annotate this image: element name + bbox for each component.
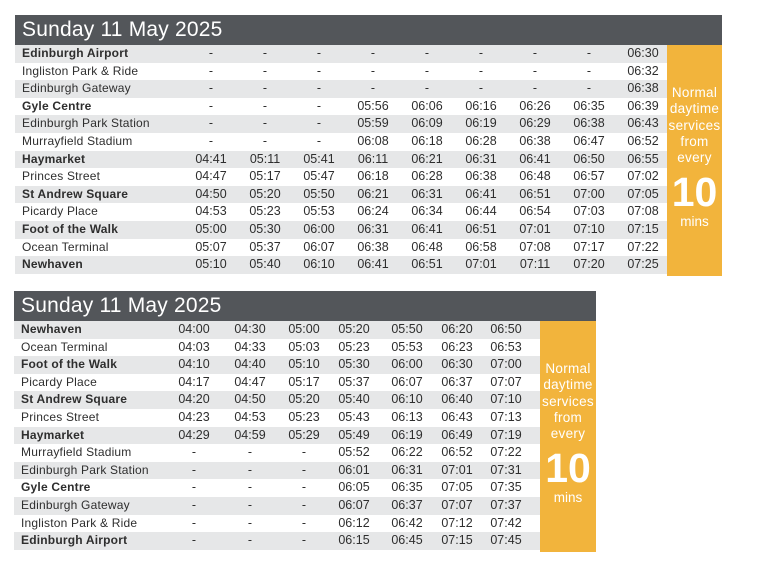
- departure-time: -: [208, 98, 214, 113]
- departure-time: 05:49: [338, 427, 370, 442]
- departure-time: 07:35: [490, 480, 522, 495]
- departure-time: 05:37: [249, 239, 281, 254]
- departure-time: 06:11: [357, 151, 389, 166]
- timetable-title: Sunday 11 May 2025: [15, 15, 722, 45]
- departure-time: -: [247, 497, 253, 512]
- frequency-text-line: from: [680, 133, 709, 149]
- departure-time: -: [316, 81, 322, 96]
- departure-time: -: [316, 98, 322, 113]
- departure-time: 07:03: [573, 204, 605, 219]
- departure-time: 04:00: [178, 322, 210, 336]
- table-row: [14, 444, 540, 462]
- departure-time: -: [247, 445, 253, 460]
- table-row: [14, 515, 540, 533]
- stop-name: Edinburgh Park Station: [22, 116, 150, 131]
- departure-time: 05:07: [195, 239, 227, 254]
- frequency-number: 10: [671, 169, 718, 216]
- departure-time: 06:15: [338, 533, 370, 548]
- departure-time: 07:22: [490, 445, 522, 460]
- departure-time: 06:52: [441, 445, 473, 460]
- departure-time: 06:44: [465, 204, 497, 219]
- departure-time: 06:00: [303, 221, 335, 236]
- departure-time: 07:42: [490, 515, 522, 530]
- departure-time: 07:10: [490, 392, 522, 407]
- departure-time: 04:29: [178, 427, 210, 442]
- departure-time: 07:20: [573, 257, 605, 272]
- stop-name: Ocean Terminal: [21, 339, 108, 354]
- departure-time: 07:05: [627, 186, 659, 201]
- table-row: [14, 479, 540, 497]
- stop-name: Picardy Place: [22, 204, 98, 219]
- departure-time: -: [370, 46, 376, 60]
- departure-time: 06:30: [441, 357, 473, 372]
- departure-time: -: [316, 116, 322, 131]
- departure-time: 05:23: [249, 204, 281, 219]
- table-row: [15, 63, 667, 81]
- departure-time: 06:06: [411, 98, 443, 113]
- departure-time: 06:31: [465, 151, 497, 166]
- stop-name: Haymarket: [22, 151, 86, 166]
- table-row: [15, 133, 667, 151]
- departure-time: 06:09: [411, 116, 443, 131]
- table-row: [15, 45, 667, 63]
- departure-time: -: [301, 515, 307, 530]
- departure-time: 04:40: [234, 357, 266, 372]
- departure-time: 06:58: [465, 239, 497, 254]
- departure-time: 04:20: [178, 392, 210, 407]
- table-row: [14, 532, 540, 550]
- departure-time: 05:41: [303, 151, 335, 166]
- departure-time: 06:49: [441, 427, 473, 442]
- departure-time: 05:17: [288, 374, 320, 389]
- departure-time: 06:19: [391, 427, 423, 442]
- timetable-rows: [14, 321, 596, 550]
- departure-time: -: [262, 133, 268, 148]
- departure-time: 06:41: [411, 221, 443, 236]
- departure-time: 04:30: [234, 322, 266, 336]
- departure-time: -: [191, 497, 197, 512]
- departure-time: -: [247, 533, 253, 548]
- stop-name: Ingliston Park & Ride: [22, 63, 139, 78]
- departure-time: 05:29: [288, 427, 320, 442]
- stop-name: St Andrew Square: [21, 392, 128, 407]
- departure-time: 06:47: [573, 133, 605, 148]
- departure-time: 05:53: [391, 339, 423, 354]
- stop-name: Foot of the Walk: [21, 357, 118, 372]
- frequency-text-line: services: [542, 393, 594, 409]
- departure-time: 07:01: [465, 257, 497, 272]
- departure-time: 07:01: [441, 462, 473, 477]
- departure-time: 05:00: [195, 221, 227, 236]
- departure-time: -: [208, 133, 214, 148]
- departure-time: 06:21: [411, 151, 443, 166]
- table-row: [14, 356, 540, 374]
- stop-name: Gyle Centre: [21, 480, 91, 495]
- departure-time: 06:51: [519, 186, 551, 201]
- departure-time: 06:53: [490, 339, 522, 354]
- departure-time: -: [262, 81, 268, 96]
- departure-time: -: [532, 63, 538, 78]
- departure-time: 06:00: [391, 357, 423, 372]
- table-row: [15, 80, 667, 98]
- departure-time: 06:05: [338, 480, 370, 495]
- departure-time: 07:07: [441, 497, 473, 512]
- frequency-text-line: every: [550, 426, 586, 442]
- departure-time: 04:47: [195, 169, 227, 184]
- departure-time: -: [478, 63, 484, 78]
- departure-time: 05:30: [249, 221, 281, 236]
- stop-name: Gyle Centre: [22, 98, 92, 113]
- table-row: [14, 321, 540, 339]
- stop-name: Newhaven: [21, 322, 82, 336]
- departure-time: 06:18: [357, 169, 389, 184]
- departure-time: -: [316, 133, 322, 148]
- departure-time: -: [424, 81, 430, 96]
- departure-time: 06:08: [357, 133, 389, 148]
- departure-time: 04:23: [178, 409, 210, 424]
- departure-time: 04:47: [234, 374, 266, 389]
- table-row: [15, 221, 667, 239]
- table-row: [14, 427, 540, 445]
- timetable-title: Sunday 11 May 2025: [14, 291, 596, 321]
- departure-time: 05:53: [303, 204, 335, 219]
- departure-time: -: [478, 81, 484, 96]
- departure-time: 05:50: [391, 322, 423, 336]
- departure-time: 05:20: [288, 392, 320, 407]
- departure-time: 06:07: [338, 497, 370, 512]
- departure-time: 05:10: [288, 357, 320, 372]
- departure-time: 06:29: [519, 116, 551, 131]
- departure-time: 07:45: [490, 533, 522, 548]
- departure-time: -: [370, 63, 376, 78]
- departure-time: 04:17: [178, 374, 210, 389]
- departure-time: 04:53: [234, 409, 266, 424]
- departure-time: 07:37: [490, 497, 522, 512]
- departure-time: -: [370, 81, 376, 96]
- table-row: [14, 462, 540, 480]
- departure-time: 06:41: [465, 186, 497, 201]
- table-row: [14, 497, 540, 515]
- departure-time: 05:20: [249, 186, 281, 201]
- departure-time: -: [262, 46, 268, 60]
- departure-time: 06:38: [357, 239, 389, 254]
- departure-time: -: [247, 515, 253, 530]
- departure-time: 06:48: [519, 169, 551, 184]
- departure-time: 06:12: [338, 515, 370, 530]
- table-row: [14, 339, 540, 357]
- departure-time: 06:22: [391, 445, 423, 460]
- stop-name: Foot of the Walk: [22, 221, 119, 236]
- departure-time: 06:51: [465, 221, 497, 236]
- departure-time: 05:23: [338, 339, 370, 354]
- stop-name: Edinburgh Gateway: [22, 81, 131, 96]
- departure-time: 06:07: [391, 374, 423, 389]
- table-row: [15, 98, 667, 116]
- stop-name: Princes Street: [22, 169, 101, 184]
- timetable-rows: [15, 45, 722, 274]
- departure-time: -: [532, 46, 538, 60]
- departure-time: -: [208, 63, 214, 78]
- stop-name: Murrayfield Stadium: [22, 133, 133, 148]
- table-row: [15, 256, 667, 274]
- stop-name: Murrayfield Stadium: [21, 445, 132, 460]
- departure-time: 06:21: [357, 186, 389, 201]
- departure-time: -: [301, 445, 307, 460]
- table-row: [15, 168, 667, 186]
- departure-time: -: [262, 116, 268, 131]
- departure-time: -: [191, 445, 197, 460]
- departure-time: 07:31: [490, 462, 522, 477]
- departure-time: 06:42: [391, 515, 423, 530]
- departure-time: -: [301, 533, 307, 548]
- frequency-panel: [540, 321, 596, 552]
- departure-time: -: [586, 63, 592, 78]
- departure-time: 07:15: [627, 221, 659, 236]
- table-row: [15, 115, 667, 133]
- departure-time: 06:54: [519, 204, 551, 219]
- departure-time: 05:47: [303, 169, 335, 184]
- departure-time: -: [247, 480, 253, 495]
- departure-time: 05:11: [249, 151, 281, 166]
- timetable-airport-to-newhaven: [15, 15, 722, 274]
- table-row: [15, 203, 667, 221]
- departure-time: -: [208, 46, 214, 60]
- departure-time: 06:19: [465, 116, 497, 131]
- departure-time: 07:10: [573, 221, 605, 236]
- stop-name: Edinburgh Gateway: [21, 497, 130, 512]
- frequency-text-line: every: [677, 150, 712, 166]
- departure-time: -: [262, 63, 268, 78]
- departure-time: 07:22: [627, 239, 659, 254]
- departure-time: 07:07: [490, 374, 522, 389]
- frequency-text-line: Normal: [545, 361, 591, 376]
- departure-time: 05:23: [288, 409, 320, 424]
- departure-time: 04:50: [234, 392, 266, 407]
- departure-time: 06:41: [519, 151, 551, 166]
- departure-time: 07:08: [627, 204, 659, 219]
- departure-time: 04:50: [195, 186, 227, 201]
- departure-time: 06:45: [391, 533, 423, 548]
- timetable-newhaven-to-airport: [14, 291, 596, 550]
- departure-time: 07:12: [441, 515, 473, 530]
- stop-name: Ocean Terminal: [22, 239, 109, 254]
- departure-time: 05:10: [195, 257, 227, 272]
- departure-time: -: [478, 46, 484, 60]
- frequency-text-line: from: [553, 409, 583, 425]
- departure-time: -: [191, 480, 197, 495]
- stop-name: Edinburgh Airport: [21, 533, 128, 548]
- stop-name: Edinburgh Airport: [22, 46, 129, 60]
- departure-time: -: [316, 63, 322, 78]
- frequency-text-line: services: [668, 117, 721, 133]
- departure-time: 04:10: [178, 357, 210, 372]
- departure-time: 06:26: [519, 98, 551, 113]
- departure-time: -: [424, 63, 430, 78]
- frequency-number: 10: [545, 445, 591, 492]
- departure-time: 05:56: [357, 98, 389, 113]
- table-row: [15, 151, 667, 169]
- departure-time: 06:48: [411, 239, 443, 254]
- table-row: [14, 374, 540, 392]
- departure-time: 06:37: [391, 497, 423, 512]
- departure-time: 07:15: [441, 533, 473, 548]
- stop-name: Princes Street: [21, 409, 100, 424]
- departure-time: 06:35: [573, 98, 605, 113]
- departure-time: -: [191, 533, 197, 548]
- departure-time: 07:02: [627, 169, 659, 184]
- departure-time: 05:40: [338, 392, 370, 407]
- departure-time: 05:40: [249, 257, 281, 272]
- frequency-panel: [667, 45, 722, 276]
- departure-time: 06:43: [441, 409, 473, 424]
- departure-time: -: [247, 462, 253, 477]
- departure-time: 06:31: [357, 221, 389, 236]
- departure-time: 04:41: [195, 151, 227, 166]
- departure-time: 06:28: [465, 133, 497, 148]
- departure-time: 06:40: [441, 392, 473, 407]
- stop-name: Ingliston Park & Ride: [21, 515, 138, 530]
- departure-time: 06:13: [391, 409, 423, 424]
- departure-time: 06:20: [441, 322, 473, 336]
- departure-time: 06:31: [411, 186, 443, 201]
- departure-time: 06:39: [627, 98, 659, 113]
- departure-time: 06:51: [411, 257, 443, 272]
- departure-time: -: [191, 462, 197, 477]
- departure-time: 07:13: [490, 409, 522, 424]
- departure-time: 06:30: [627, 46, 659, 60]
- stop-name: Picardy Place: [21, 374, 97, 389]
- departure-time: 05:20: [338, 322, 370, 336]
- departure-time: 06:38: [627, 81, 659, 96]
- departure-time: 06:38: [573, 116, 605, 131]
- departure-time: 04:33: [234, 339, 266, 354]
- departure-time: 07:11: [519, 257, 551, 272]
- stop-name: Newhaven: [22, 257, 83, 272]
- departure-time: 06:52: [627, 133, 659, 148]
- departure-time: -: [208, 81, 214, 96]
- departure-time: 07:01: [519, 221, 551, 236]
- departure-time: 06:01: [338, 462, 370, 477]
- departure-time: 06:50: [573, 151, 605, 166]
- departure-time: -: [301, 497, 307, 512]
- departure-time: 06:23: [441, 339, 473, 354]
- departure-time: 06:34: [411, 204, 443, 219]
- departure-time: 05:00: [288, 322, 320, 336]
- departure-time: -: [316, 46, 322, 60]
- departure-time: 06:32: [627, 63, 659, 78]
- departure-time: 06:55: [627, 151, 659, 166]
- table-row: [14, 409, 540, 427]
- departure-time: -: [532, 81, 538, 96]
- departure-time: -: [301, 480, 307, 495]
- departure-time: 07:17: [573, 239, 605, 254]
- departure-time: 06:57: [573, 169, 605, 184]
- departure-time: 06:07: [303, 239, 335, 254]
- departure-time: 06:28: [411, 169, 443, 184]
- departure-time: -: [208, 116, 214, 131]
- departure-time: -: [191, 515, 197, 530]
- departure-time: 06:10: [391, 392, 423, 407]
- departure-time: 06:41: [357, 257, 389, 272]
- frequency-unit: mins: [553, 490, 583, 506]
- table-row: [14, 391, 540, 409]
- departure-time: 06:38: [465, 169, 497, 184]
- departure-time: -: [586, 81, 592, 96]
- table-row: [15, 239, 667, 257]
- departure-time: 05:59: [357, 116, 389, 131]
- departure-time: 06:10: [303, 257, 335, 272]
- departure-time: 05:30: [338, 357, 370, 372]
- table-row: [15, 186, 667, 204]
- departure-time: -: [262, 98, 268, 113]
- departure-time: 06:31: [391, 462, 423, 477]
- departure-time: 05:37: [338, 374, 370, 389]
- departure-time: 06:37: [441, 374, 473, 389]
- departure-time: 04:59: [234, 427, 266, 442]
- stop-name: Edinburgh Park Station: [21, 462, 149, 477]
- departure-time: 06:50: [490, 322, 522, 336]
- departure-time: 04:03: [178, 339, 210, 354]
- departure-time: 04:53: [195, 204, 227, 219]
- departure-time: 07:05: [441, 480, 473, 495]
- departure-time: -: [424, 46, 430, 60]
- departure-time: 07:00: [490, 357, 522, 372]
- departure-time: 06:18: [411, 133, 443, 148]
- departure-time: 06:35: [391, 480, 423, 495]
- departure-time: 07:19: [490, 427, 522, 442]
- stop-name: Haymarket: [21, 427, 85, 442]
- departure-time: -: [586, 46, 592, 60]
- departure-time: 05:17: [249, 169, 281, 184]
- departure-time: 05:50: [303, 186, 335, 201]
- departure-time: 05:03: [288, 339, 320, 354]
- stop-name: St Andrew Square: [22, 186, 129, 201]
- frequency-text-line: daytime: [543, 377, 593, 393]
- frequency-text-line: daytime: [669, 101, 720, 117]
- departure-time: 05:52: [338, 445, 370, 460]
- frequency-text-line: Normal: [671, 85, 718, 100]
- departure-time: 06:38: [519, 133, 551, 148]
- departure-time: 07:25: [627, 257, 659, 272]
- departure-time: 05:43: [338, 409, 370, 424]
- departure-time: 07:08: [519, 239, 551, 254]
- departure-time: -: [301, 462, 307, 477]
- departure-time: 06:43: [627, 116, 659, 131]
- departure-time: 06:16: [465, 98, 497, 113]
- departure-time: 07:00: [573, 186, 605, 201]
- frequency-unit: mins: [680, 214, 709, 230]
- departure-time: 06:24: [357, 204, 389, 219]
